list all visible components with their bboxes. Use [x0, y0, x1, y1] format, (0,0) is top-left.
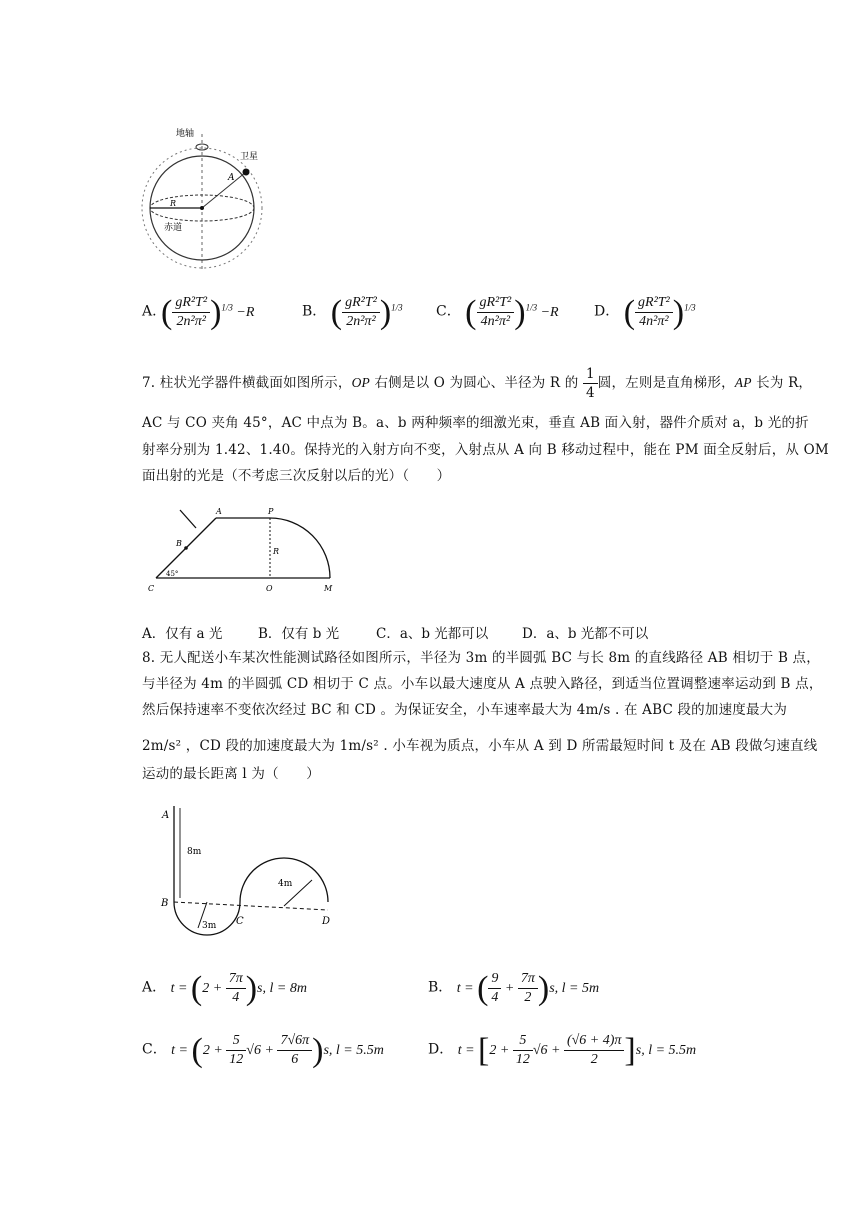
q8-option-b[interactable]: B． t = ( $\frac{9}{4}$ + $\frac{7\pi}{2}$ )s, l = 5m	[428, 969, 600, 1007]
q8-option-d[interactable]: D． t = [2 + $\frac{5}{12}$ √6 + $\frac{(√6 + 4)\pi}{2}$ ]s, l = 5.5m	[428, 1031, 697, 1069]
satellite-line	[202, 172, 246, 208]
option-key: D．	[428, 1041, 454, 1058]
frac-num: 7π	[518, 970, 538, 989]
dashed-line-BD	[174, 902, 328, 910]
q7-text: 7. 柱状光学器件横截面如图所示，	[142, 375, 352, 391]
label-B: B	[176, 539, 182, 548]
opt-post: s, l = 5m	[549, 980, 600, 996]
opt-pre: t =	[170, 980, 191, 996]
q6-option-b[interactable]: B． ( $\frac{\text{gR²T²}}{\text{2n²π²}}$ )$^{1/3}$	[302, 293, 403, 331]
label-A: A	[216, 507, 222, 516]
q6-option-a[interactable]: A. ( $\frac{\text{gR²T²}}{\text{2n²π²}}$ )$^{1/3}$ −R	[142, 293, 255, 331]
opt-term: √6 +	[532, 1042, 564, 1058]
q6-option-c[interactable]: C． ( $\frac{\text{gR²T²}}{\text{4n²π²}}$ )$^{1/3}$ −R	[436, 293, 559, 331]
q8-line-3: 然后保持速率不变依次经过 BC 和 CD 。为保证安全，小车速率最大为 4m/s . 在 ABC 段的加速度最大为	[142, 702, 788, 718]
option-tail: −R	[236, 304, 255, 320]
label-B: B	[161, 898, 169, 909]
label-4m: 4m	[278, 879, 293, 889]
frac-den: 2n²π²	[176, 314, 206, 329]
frac-den: 4	[491, 990, 499, 1005]
fig1-satellite-label: 卫星	[240, 152, 259, 162]
q8-line-5: 运动的最长距离 l 为（ ）	[142, 766, 320, 782]
q8-line-4: 2m/s² ，CD 段的加速度最大为 1m/s² . 小车视为质点，小车从 A 到 D 所需最短时间 t 及在 AB 段做匀速直线	[142, 738, 818, 754]
option-key: B．	[302, 303, 327, 320]
frac-den: 12	[229, 1052, 244, 1067]
opt-term: +	[501, 980, 518, 996]
q7-line-3: 射率分别为 1.42、1.40。保持光的入射方向不变，入射点从 A 向 B 移动过程中，能在 PM 面全反射后，从 OM	[142, 442, 829, 458]
frac-den: 2n²π²	[346, 314, 376, 329]
q7-line-2: AC 与 CO 夹角 45°，AC 中点为 B。a、b 两种频率的细激光束，垂直 AB 面入射，器件介质对 a，b 光的折	[142, 415, 809, 431]
option-key: C．	[436, 303, 461, 320]
frac-den: 2	[524, 990, 532, 1005]
q7-text: 右侧是以 O 为圆心、半径为 R 的	[369, 375, 579, 391]
point-B-dot	[184, 546, 188, 550]
option-key: A.	[142, 303, 157, 320]
path-figure	[150, 798, 350, 948]
option-tail: −R	[540, 304, 559, 320]
q6-option-d[interactable]: D． ( $\frac{\text{gR²T²}}{\text{4n²π²}}$ )$^{1/3}$	[594, 293, 696, 331]
laser-beam-arrow-icon	[180, 510, 196, 528]
fig1-A-label: A	[228, 173, 235, 183]
option-key: A．	[142, 979, 167, 996]
fig1-R-label: R	[170, 199, 177, 208]
q7-ap: AP	[734, 375, 752, 390]
frac-num: 7√6π	[277, 1032, 312, 1051]
frac-den: 4	[585, 385, 595, 401]
label-R: R	[273, 547, 280, 556]
fig1-equator-label: 赤道	[164, 223, 183, 233]
label-45-deg: 45°	[166, 570, 179, 578]
opt-post: s, l = 5.5m	[323, 1042, 384, 1058]
label-P: P	[268, 507, 274, 516]
frac-den: 6	[291, 1052, 299, 1067]
q8-option-a[interactable]: A． t = (2 + $\frac{7\pi}{4}$ )s, l = 8m	[142, 969, 307, 1007]
option-key: D．	[594, 303, 620, 320]
exponent: 1/3	[684, 302, 696, 313]
opt-post: s, l = 8m	[257, 980, 307, 996]
label-O: O	[266, 584, 273, 593]
frac-den: 4n²π²	[480, 314, 511, 329]
option-key: C．	[142, 1041, 167, 1058]
opt-pre: t =	[171, 1042, 192, 1058]
label-A: A	[162, 810, 170, 821]
frac-num: 1	[583, 365, 598, 384]
fig1-axis-label: 地轴	[176, 129, 195, 139]
frac-den: 4n²π²	[639, 314, 669, 329]
frac-num: 9	[488, 970, 501, 989]
earth-center-dot	[200, 206, 204, 210]
label-C: C	[236, 916, 244, 927]
frac-num: 5	[513, 1032, 533, 1051]
frac-num: gR²T²	[477, 294, 515, 313]
q7-text: 长为 R，	[751, 375, 813, 391]
opt-term: 2 +	[202, 1042, 227, 1058]
opt-pre: t =	[456, 980, 478, 996]
frac-num: 7π	[226, 970, 246, 989]
q8-line-2: 与半径为 4m 的半圆弧 CD 相切于 C 点。小车以最大速度从 A 点驶入路径，到适当位置调整速率运动到 B 点，	[142, 676, 823, 692]
exponent: 1/3	[221, 302, 233, 313]
label-C: C	[148, 584, 155, 593]
option-key: B．	[428, 979, 453, 996]
q7-text: 圆，左则是直角梯形，	[597, 375, 735, 391]
frac-den: 2	[590, 1052, 598, 1067]
frac-num: gR²T²	[635, 294, 673, 313]
q7-line-1	[142, 365, 812, 402]
q7-option-c[interactable]: C．a、b 光都可以	[376, 626, 489, 642]
label-3m: 3m	[202, 921, 217, 931]
earth-satellite-figure	[140, 122, 270, 272]
q8-option-c[interactable]: C． t = (2 + $\frac{5}{12}$ √6 + $\frac{7√6\pi}{6}$ )s, l = 5.5m	[142, 1031, 384, 1069]
q7-option-a[interactable]: A．仅有 a 光	[142, 626, 223, 642]
label-M: M	[324, 584, 333, 593]
frac-num: (√6 + 4)π	[564, 1032, 624, 1051]
opt-term: √6 +	[246, 1042, 278, 1058]
satellite-dot	[243, 169, 250, 176]
frac-num: 5	[226, 1032, 246, 1051]
opt-term: 2 +	[202, 980, 226, 996]
exponent: 1/3	[525, 302, 538, 313]
q7-option-d[interactable]: D．a、b 光都不可以	[522, 626, 649, 642]
opt-pre: t =	[457, 1042, 479, 1058]
opt-term: 2 +	[489, 1042, 513, 1058]
q8-line-1: 8. 无人配送小车某次性能测试路径如图所示，半径为 3m 的半圆弧 BC 与长 8m 的直线路径 AB 相切于 B 点，	[142, 650, 820, 666]
q7-option-b[interactable]: B．仅有 b 光	[258, 626, 340, 642]
frac-num: gR²T²	[172, 294, 210, 313]
quarter-fraction	[583, 365, 598, 402]
label-8m: 8m	[187, 847, 202, 857]
opt-post: s, l = 5.5m	[635, 1042, 697, 1058]
q7-op: OP	[351, 375, 370, 390]
frac-den: 12	[515, 1052, 530, 1067]
q7-line-4: 面出射的光是（不考虑三次反射以后的光）（ ）	[142, 468, 451, 484]
frac-num: gR²T²	[342, 294, 380, 313]
optical-device-figure	[142, 502, 342, 602]
exponent: 1/3	[391, 302, 403, 313]
frac-den: 4	[232, 990, 240, 1005]
label-D: D	[322, 916, 331, 927]
